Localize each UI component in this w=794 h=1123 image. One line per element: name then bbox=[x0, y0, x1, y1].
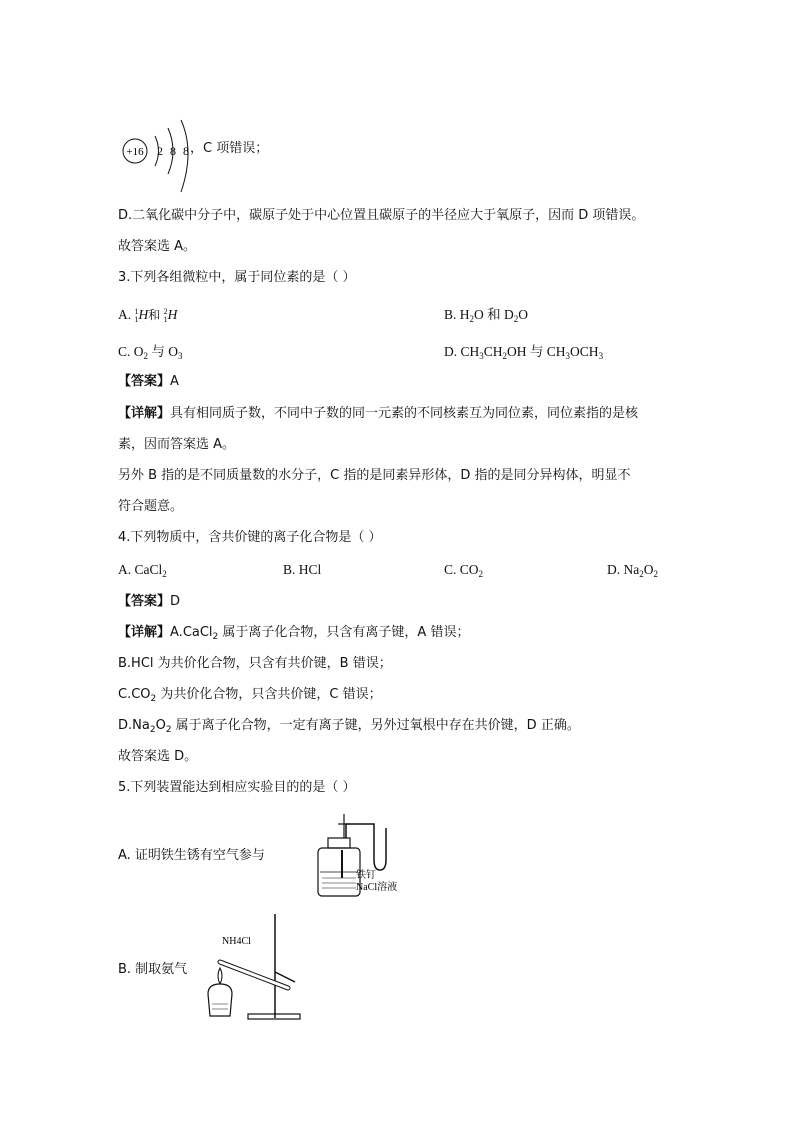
isotope2-symbol: H bbox=[167, 307, 178, 322]
nucleus-label: +16 bbox=[126, 146, 144, 158]
q3-option-d: D. $CH_3CH_2OH$ 与 $CH_3OCH_3$ bbox=[444, 344, 604, 361]
q3-option-a bbox=[118, 307, 177, 324]
q3-stem: 3.下列各组微粒中，属于同位素的是（ ） bbox=[118, 270, 356, 285]
q4-final-answer: 故答案选 D。 bbox=[118, 749, 198, 764]
isotope1-atomic-number: 1 bbox=[134, 315, 139, 324]
burner-flame bbox=[218, 968, 222, 984]
sulfur-ion-structure-diagram bbox=[115, 118, 215, 198]
option-d-explanation: D.二氧化碳中分子中，碳原子处于中心位置且碳原子的半径应大于氧原子，因而 D 项错误。 bbox=[118, 208, 645, 223]
q4-explain-a bbox=[118, 625, 469, 641]
q3-explain-line3: 另外 B 指的是不同质量数的水分子，C 指的是同素异形体，D 指的是同分异构体，明显不 bbox=[118, 468, 631, 483]
and-word: 和 bbox=[148, 308, 161, 322]
q5-option-a: A. 证明铁生锈有空气参与 bbox=[118, 848, 265, 863]
isotope1-symbol: H bbox=[138, 307, 149, 322]
ammonia-apparatus bbox=[200, 912, 310, 1024]
q4-stem: 4.下列物质中，含共价键的离子化合物是（ ） bbox=[118, 530, 382, 545]
explain-tag: 【详解】 bbox=[118, 625, 171, 640]
label-nail: 铁钉 bbox=[356, 870, 376, 881]
q3-option-c: C. $O_2$ 与 $O_3$ bbox=[118, 344, 183, 361]
q5-stem: 5.下列装置能达到相应实验目的的是（ ） bbox=[118, 780, 356, 795]
answer-value: A bbox=[170, 374, 179, 389]
q4-explain-b: B.HCl 为共价化合物，只含有共价键，B 错误； bbox=[118, 656, 392, 671]
isotope2-mass-number: 2 bbox=[163, 307, 168, 316]
answer-tag: 【答案】 bbox=[118, 594, 171, 609]
shell-electrons-3: 8 bbox=[183, 144, 189, 158]
q4-explain-d: $D.Na_2O_2$ 属于离子化合物，一定有离子键，另外过氧根中存在共价键，D 正确。 bbox=[118, 718, 580, 735]
q4-option-b: B. HCl bbox=[283, 562, 322, 577]
q5-option-b: B. 制取氨气 bbox=[118, 962, 188, 977]
isotope1-mass-number: 1 bbox=[134, 307, 139, 316]
q2-final-answer: 故答案选 A。 bbox=[118, 239, 197, 254]
test-tube-inner bbox=[220, 962, 288, 988]
explain-tag: 【详解】 bbox=[118, 406, 171, 421]
isotope2-atomic-number: 1 bbox=[163, 315, 168, 324]
burner bbox=[208, 984, 232, 1016]
q3-answer bbox=[118, 374, 179, 390]
explain-text: 具有相同质子数，不同中子数的同一元素的不同核素互为同位素，同位素指的是核 bbox=[170, 406, 639, 421]
solution-hatch bbox=[322, 878, 356, 888]
answer-value: D bbox=[170, 594, 181, 609]
shell-electrons-2: 8 bbox=[170, 144, 176, 158]
rust-experiment-apparatus bbox=[312, 808, 422, 900]
explain-text: A.CaCl$_2$ 属于离子化合物，只含有离子键，A 错误； bbox=[170, 625, 470, 642]
atom-diagram-caption: ，C 项错误； bbox=[190, 141, 269, 156]
q3-explain-line1 bbox=[118, 406, 638, 422]
stand-base bbox=[248, 1014, 300, 1019]
burner-liquid bbox=[212, 1004, 228, 1009]
q4-option-d: D. $Na_2O_2$ bbox=[607, 562, 658, 579]
label-reagent: NH4Cl bbox=[222, 936, 251, 947]
q4-option-a: A. CaCl$_2$ bbox=[118, 562, 167, 579]
answer-tag: 【答案】 bbox=[118, 374, 171, 389]
u-tube bbox=[374, 828, 386, 870]
q4-option-c: C. $CO_2$ bbox=[444, 562, 484, 579]
q3-option-a-prefix: A. bbox=[118, 307, 135, 322]
q3-explain-line4: 符合题意。 bbox=[118, 499, 184, 514]
q4-answer bbox=[118, 594, 180, 610]
bottle-stopper bbox=[328, 838, 350, 848]
q4-explain-c: $C.CO_2$ 为共价化合物，只含共价键，C 错误； bbox=[118, 687, 382, 704]
shell-electrons-1: 2 bbox=[157, 144, 163, 158]
q3-option-b: B. $H_2O$ 和 $D_2O$ bbox=[444, 307, 529, 324]
clamp bbox=[275, 972, 295, 982]
label-solution: NaCl溶液 bbox=[356, 882, 398, 893]
q3-explain-line2: 素，因而答案选 A。 bbox=[118, 437, 236, 452]
